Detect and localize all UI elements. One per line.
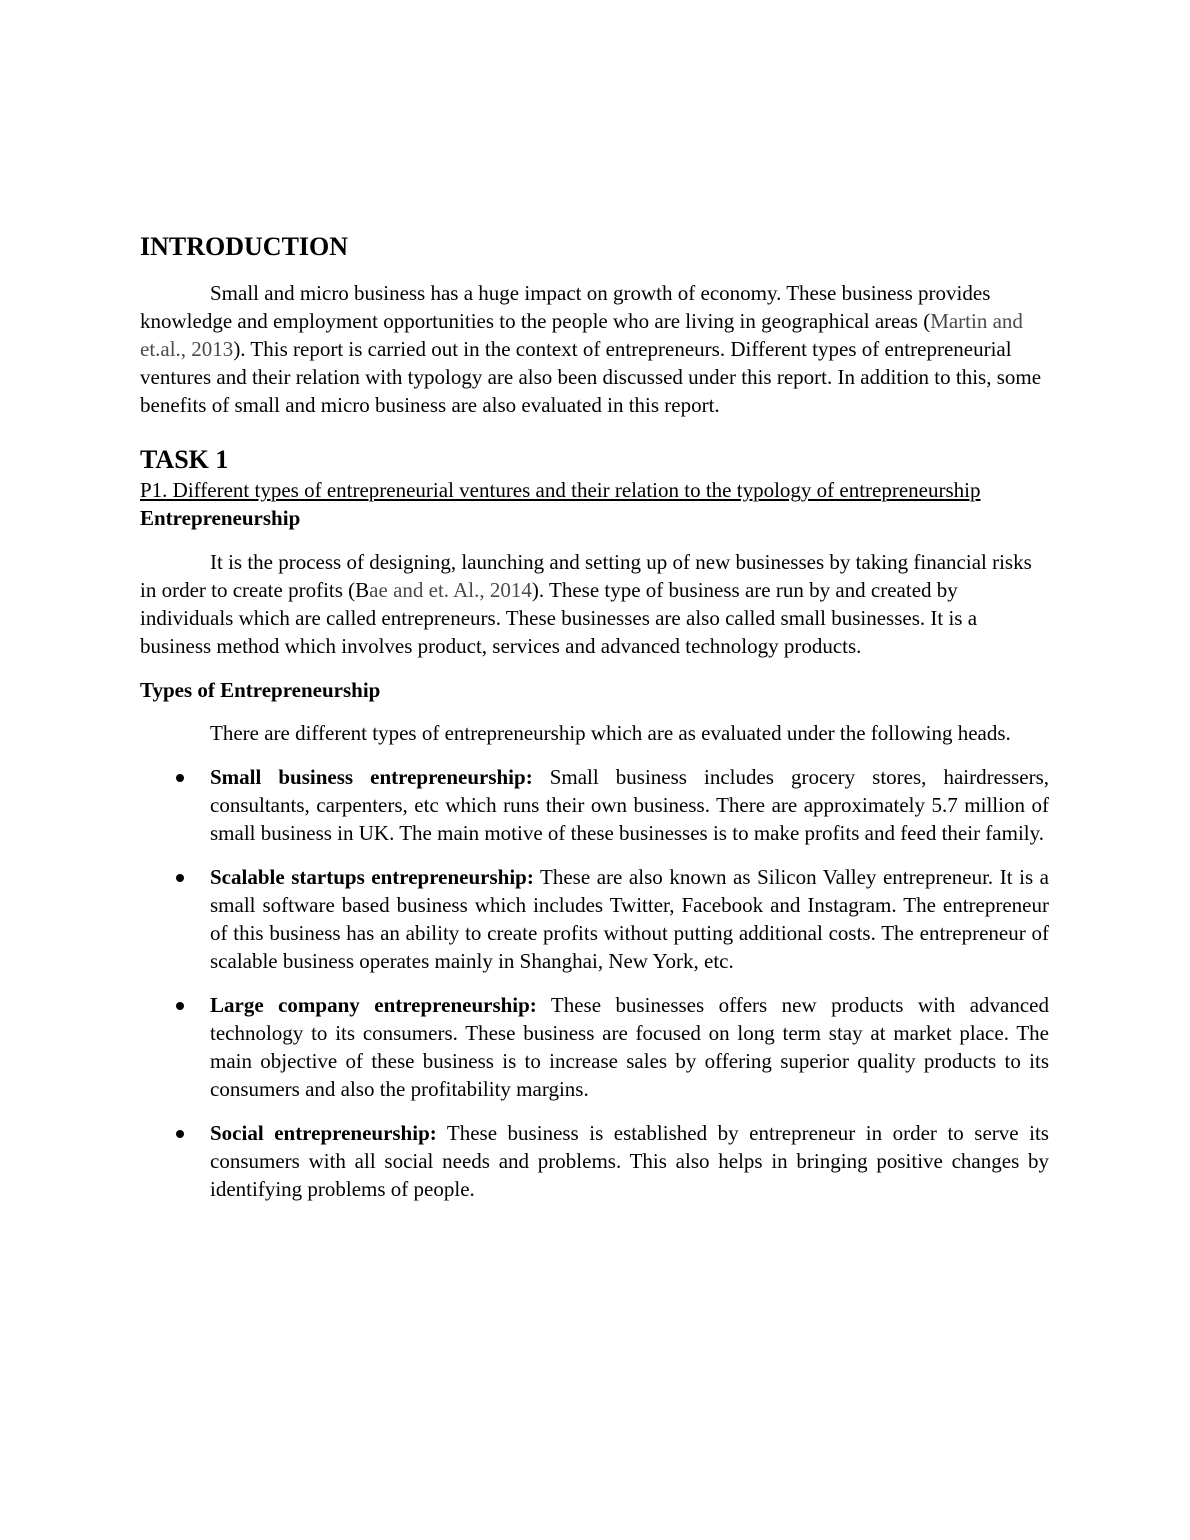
- list-item: [140, 1119, 1049, 1203]
- task1-subheading: P1. Different types of entrepreneurial ventures and their relation to the typology of entrepreneurship: [140, 478, 981, 502]
- bullet-icon: [176, 874, 184, 882]
- intro-text-b: ). This report is carried out in the context of entrepreneurs. Different types of entrepreneurial ventures and their relation with typology are also been discussed under this report. In addition to this, some benefits of small and micro business are also evaluated in this report.: [140, 337, 1042, 417]
- list-item-text: These business is established by entrepreneur in order to serve its consumers with all social needs and problems. This also helps in bringing positive changes by identifying problems of people.: [210, 1121, 1049, 1201]
- entrepreneurship-text-a: It is the process of designing, launching and setting up of new businesses by taking financial risks in order to create profits (B: [140, 550, 1032, 602]
- list-item-term: Scalable startups entrepreneurship:: [210, 865, 534, 889]
- list-item-term: Social entrepreneurship:: [210, 1121, 437, 1145]
- intro-text-a: Small and micro business has a huge impact on growth of economy. These business provides knowledge and employment opportunities to the people who are living in geographical areas (: [140, 281, 991, 333]
- list-item-term: Small business entrepreneurship:: [210, 765, 533, 789]
- types-intro-paragraph: There are different types of entrepreneurship which are as evaluated under the following heads.: [210, 721, 1011, 745]
- list-item-text: These businesses offers new products with advanced technology to its consumers. These business are focused on long term stay at market place. The main objective of these business is to increase sales by offering superior quality products to its consumers and also the profitability margins.: [210, 993, 1049, 1101]
- bullet-icon: [176, 1002, 184, 1010]
- intro-paragraph: [140, 279, 1049, 419]
- list-item-term: Large company entrepreneurship:: [210, 993, 537, 1017]
- entrepreneurship-citation: ae and et. Al., 2014: [369, 578, 532, 602]
- bullet-icon: [176, 774, 184, 782]
- list-item-text: Small business includes grocery stores, hairdressers, consultants, carpenters, etc which runs their own business. There are approximately 5.7 million of small business in UK. The main motive of these businesses is to make profits and feed their family.: [210, 765, 1049, 845]
- types-list: [140, 763, 1049, 1203]
- entrepreneurship-heading: Entrepreneurship: [140, 506, 301, 530]
- introduction-heading: INTRODUCTION: [140, 232, 349, 261]
- entrepreneurship-paragraph: [140, 548, 1049, 660]
- task1-heading: TASK 1: [140, 445, 229, 474]
- list-item-text: These are also known as Silicon Valley entrepreneur. It is a small software based business which includes Twitter, Facebook and Instagram. The entrepreneur of this business has an ability to create profits without putting additional costs. The entrepreneur of scalable business operates mainly in Shanghai, New York, etc.: [210, 865, 1050, 973]
- document-body: [140, 228, 1049, 1203]
- list-item: [140, 763, 1049, 847]
- intro-citation: Martin and et.al., 2013: [140, 309, 1023, 361]
- list-item: [140, 991, 1049, 1103]
- types-heading: Types of Entrepreneurship: [140, 678, 381, 702]
- list-item: [140, 863, 1049, 975]
- entrepreneurship-text-b: ). These type of business are run by and created by individuals which are called entrepreneurs. These businesses are also called small businesses. It is a business method which involves product, services and advanced technology products.: [140, 578, 978, 658]
- bullet-icon: [176, 1130, 184, 1138]
